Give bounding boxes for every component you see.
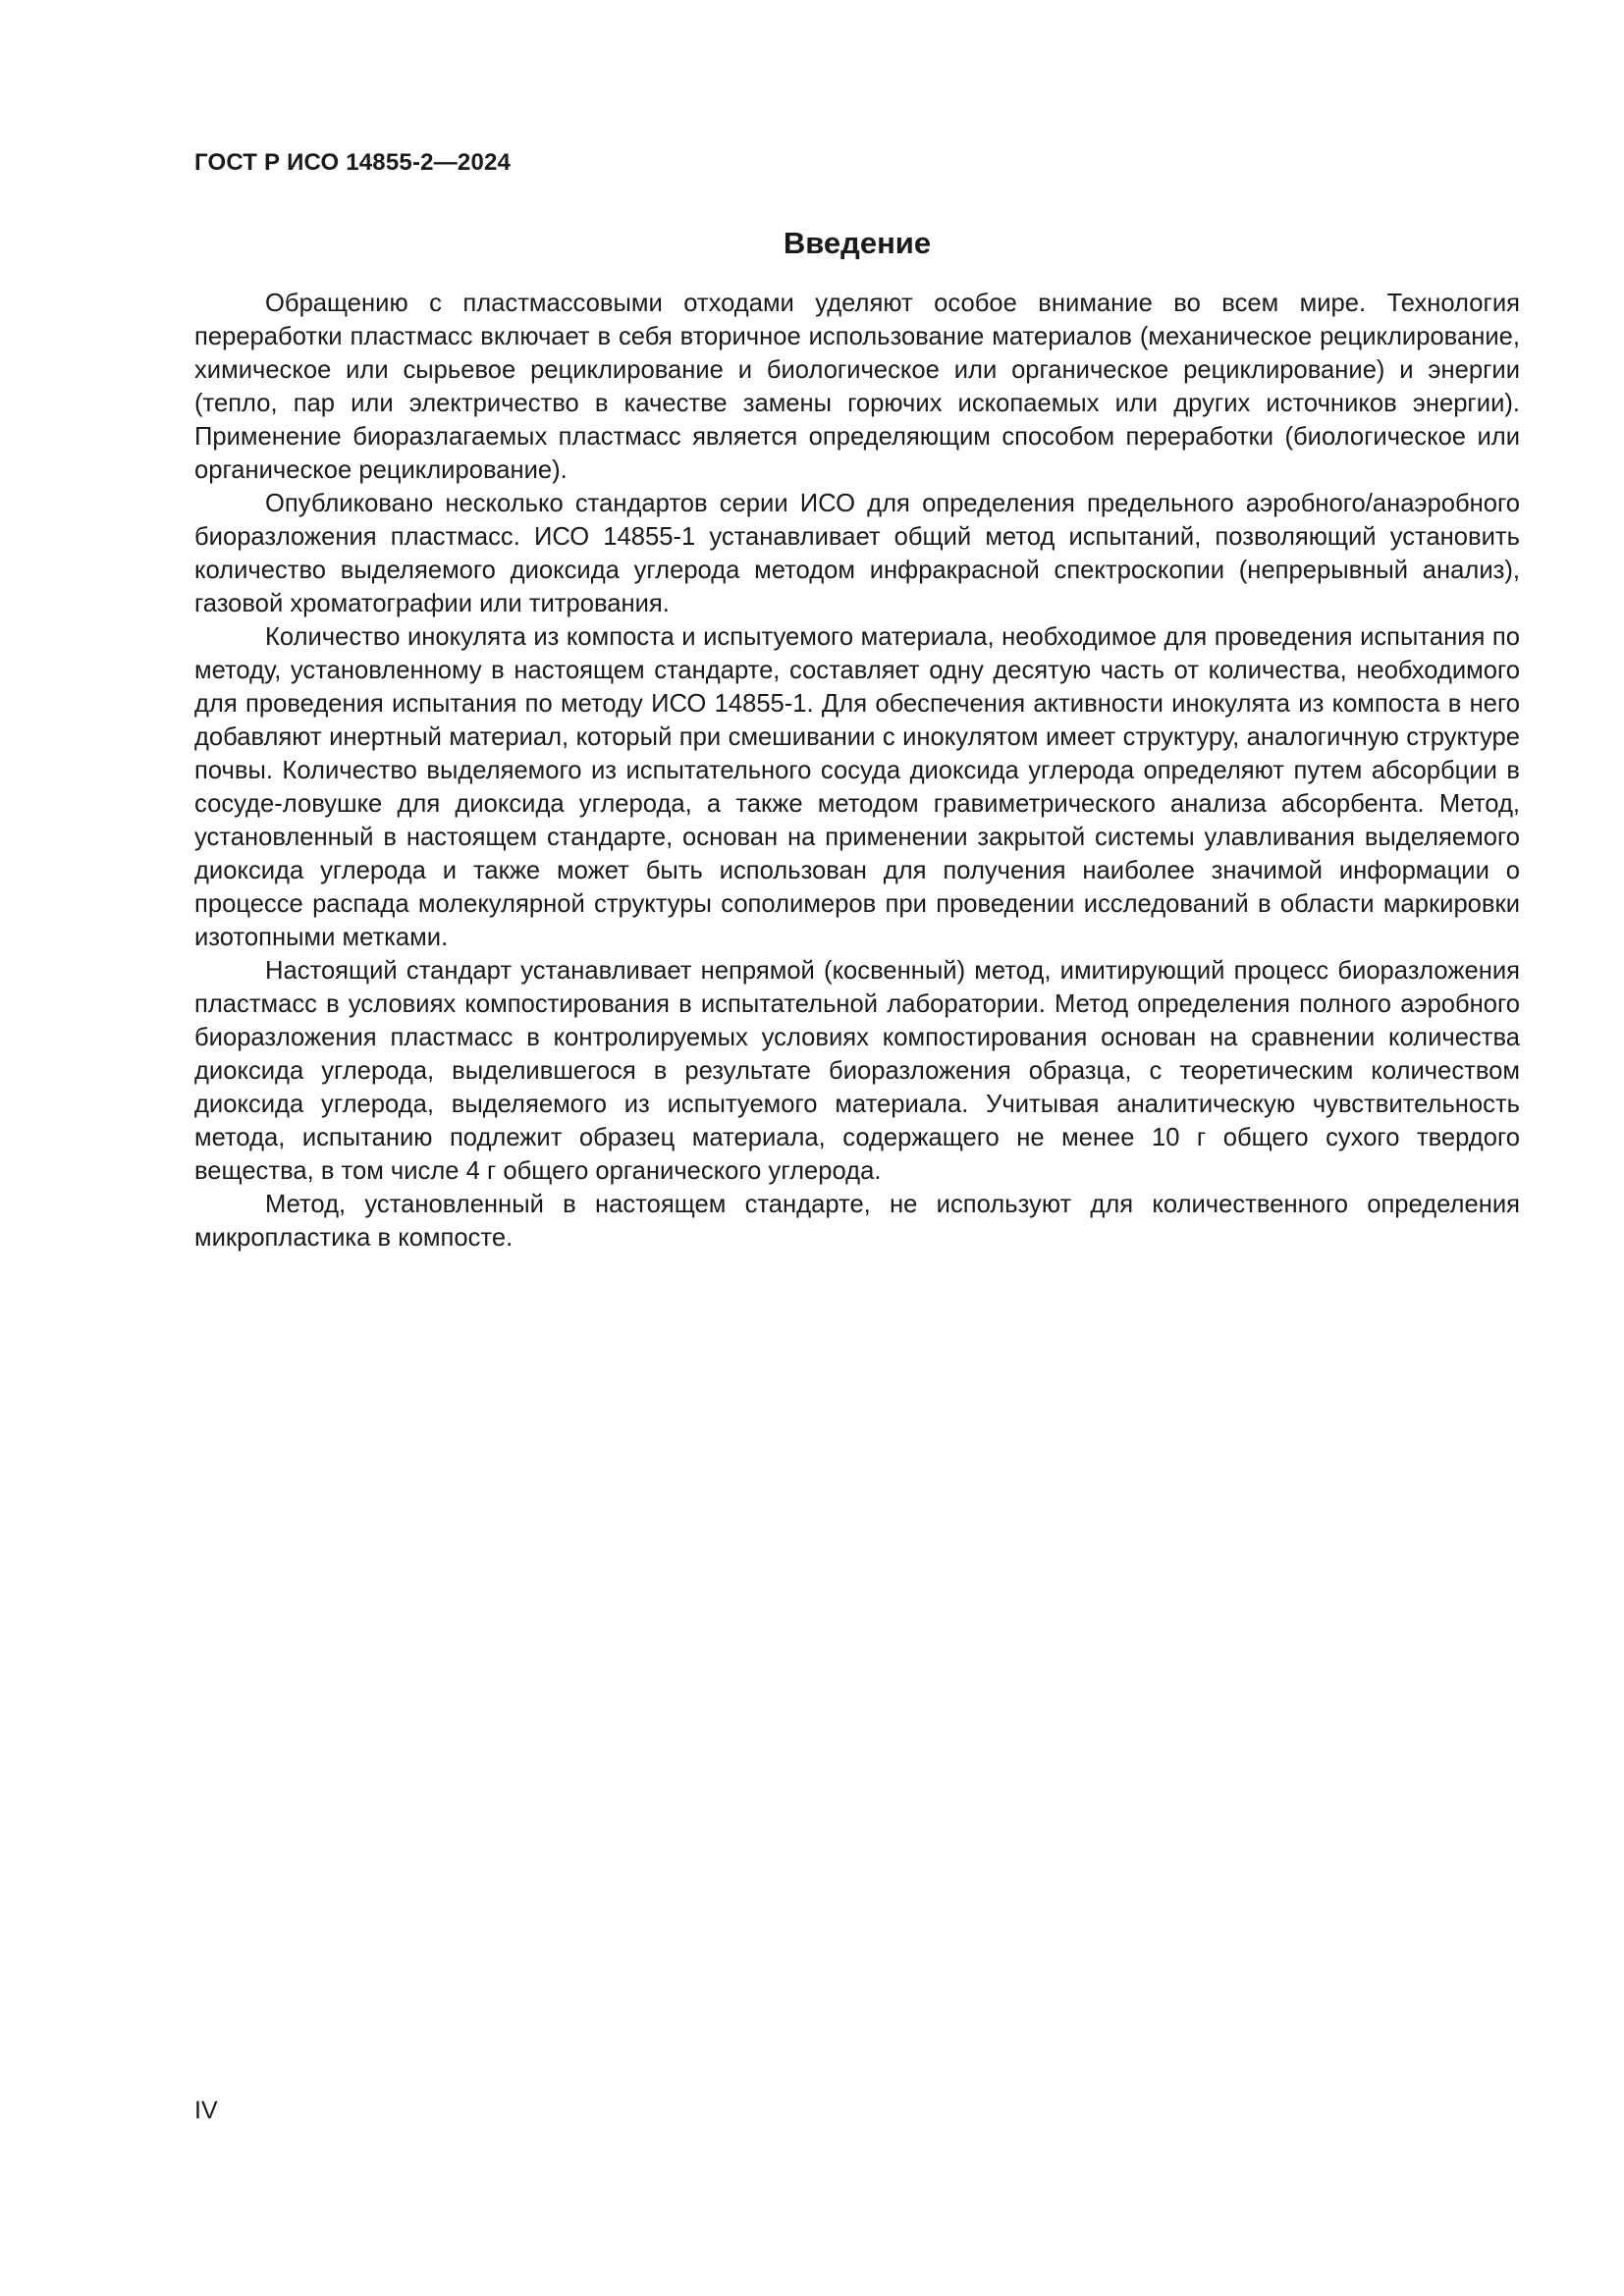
paragraph-4: Настоящий стандарт устанавливает непрямой (косвенный) метод, имитирующий процесс биоразложения пластмасс в условиях компостирования в испытательной лаборатории. Метод определения полного аэробного биоразложения пластмасс в контролируемых условиях компостирования основан на сравнении количества диоксида углерода, выделившегося в результате биоразложения образца, с теоретическим количеством диоксида углерода, выделяемого из испытуемого материала. Учитывая аналитическую чувствительность метода, испытанию подлежит образец материала, содержащего не менее 10 г общего сухого твердого вещества, в том числе 4 г общего органического углерода. — [194, 957, 1520, 1185]
paragraph-1: Обращению с пластмассовыми отходами уделяют особое внимание во всем мире. Технология переработки пластмасс включает в себя вторичное использование материалов (механическое рециклирование, химическое или сырьевое рециклирование и биологическое или органическое рециклирование) и энергии (тепло, пар или электричество в качестве замены горючих ископаемых или других источников энергии). Применение биоразлагаемых пластмасс является определяющим способом переработки (биологическое или органическое рециклирование). — [194, 290, 1520, 484]
page-number: IV — [194, 2097, 218, 2124]
document-standard-code: ГОСТ Р ИСО 14855-2—2024 — [194, 149, 512, 176]
paragraph-2: Опубликовано несколько стандартов серии ИСО для определения предельного аэробного/анаэробного биоразложения пластмасс. ИСО 14855-1 устанавливает общий метод испытаний, позволяющий установить количество выделяемого диоксида углерода методом инфракрасной спектроскопии (непрерывный анализ), газовой хроматографии или титрования. — [194, 490, 1520, 617]
paragraph-5: Метод, установленный в настоящем стандарте, не используют для количественного определения микропластика в компосте. — [194, 1191, 1520, 1252]
paragraph-3: Количество инокулята из компоста и испытуемого материала, необходимое для проведения испытания по методу, установленному в настоящем стандарте, составляет одну десятую часть от количества, необходимого для проведения испытания по методу ИСО 14855-1. Для обеспечения активности инокулята из компоста в него добавляют инертный материал, который при смешивании с инокулятом имеет структуру, аналогичную структуре почвы. Количество выделяемого из испытательного сосуда диоксида углерода определяют путем абсорбции в сосуде-ловушке для диоксида углерода, а также методом гравиметрического анализа абсорбента. Метод, установленный в настоящем стандарте, основан на применении закрытой системы улавливания выделяемого диоксида углерода и также может быть использован для получения наиболее значимой информации о процессе распада молекулярной структуры сополимеров при проведении исследований в области маркировки изотопными метками. — [194, 623, 1520, 951]
section-title: Введение — [783, 226, 932, 260]
body-text — [194, 287, 1520, 1255]
